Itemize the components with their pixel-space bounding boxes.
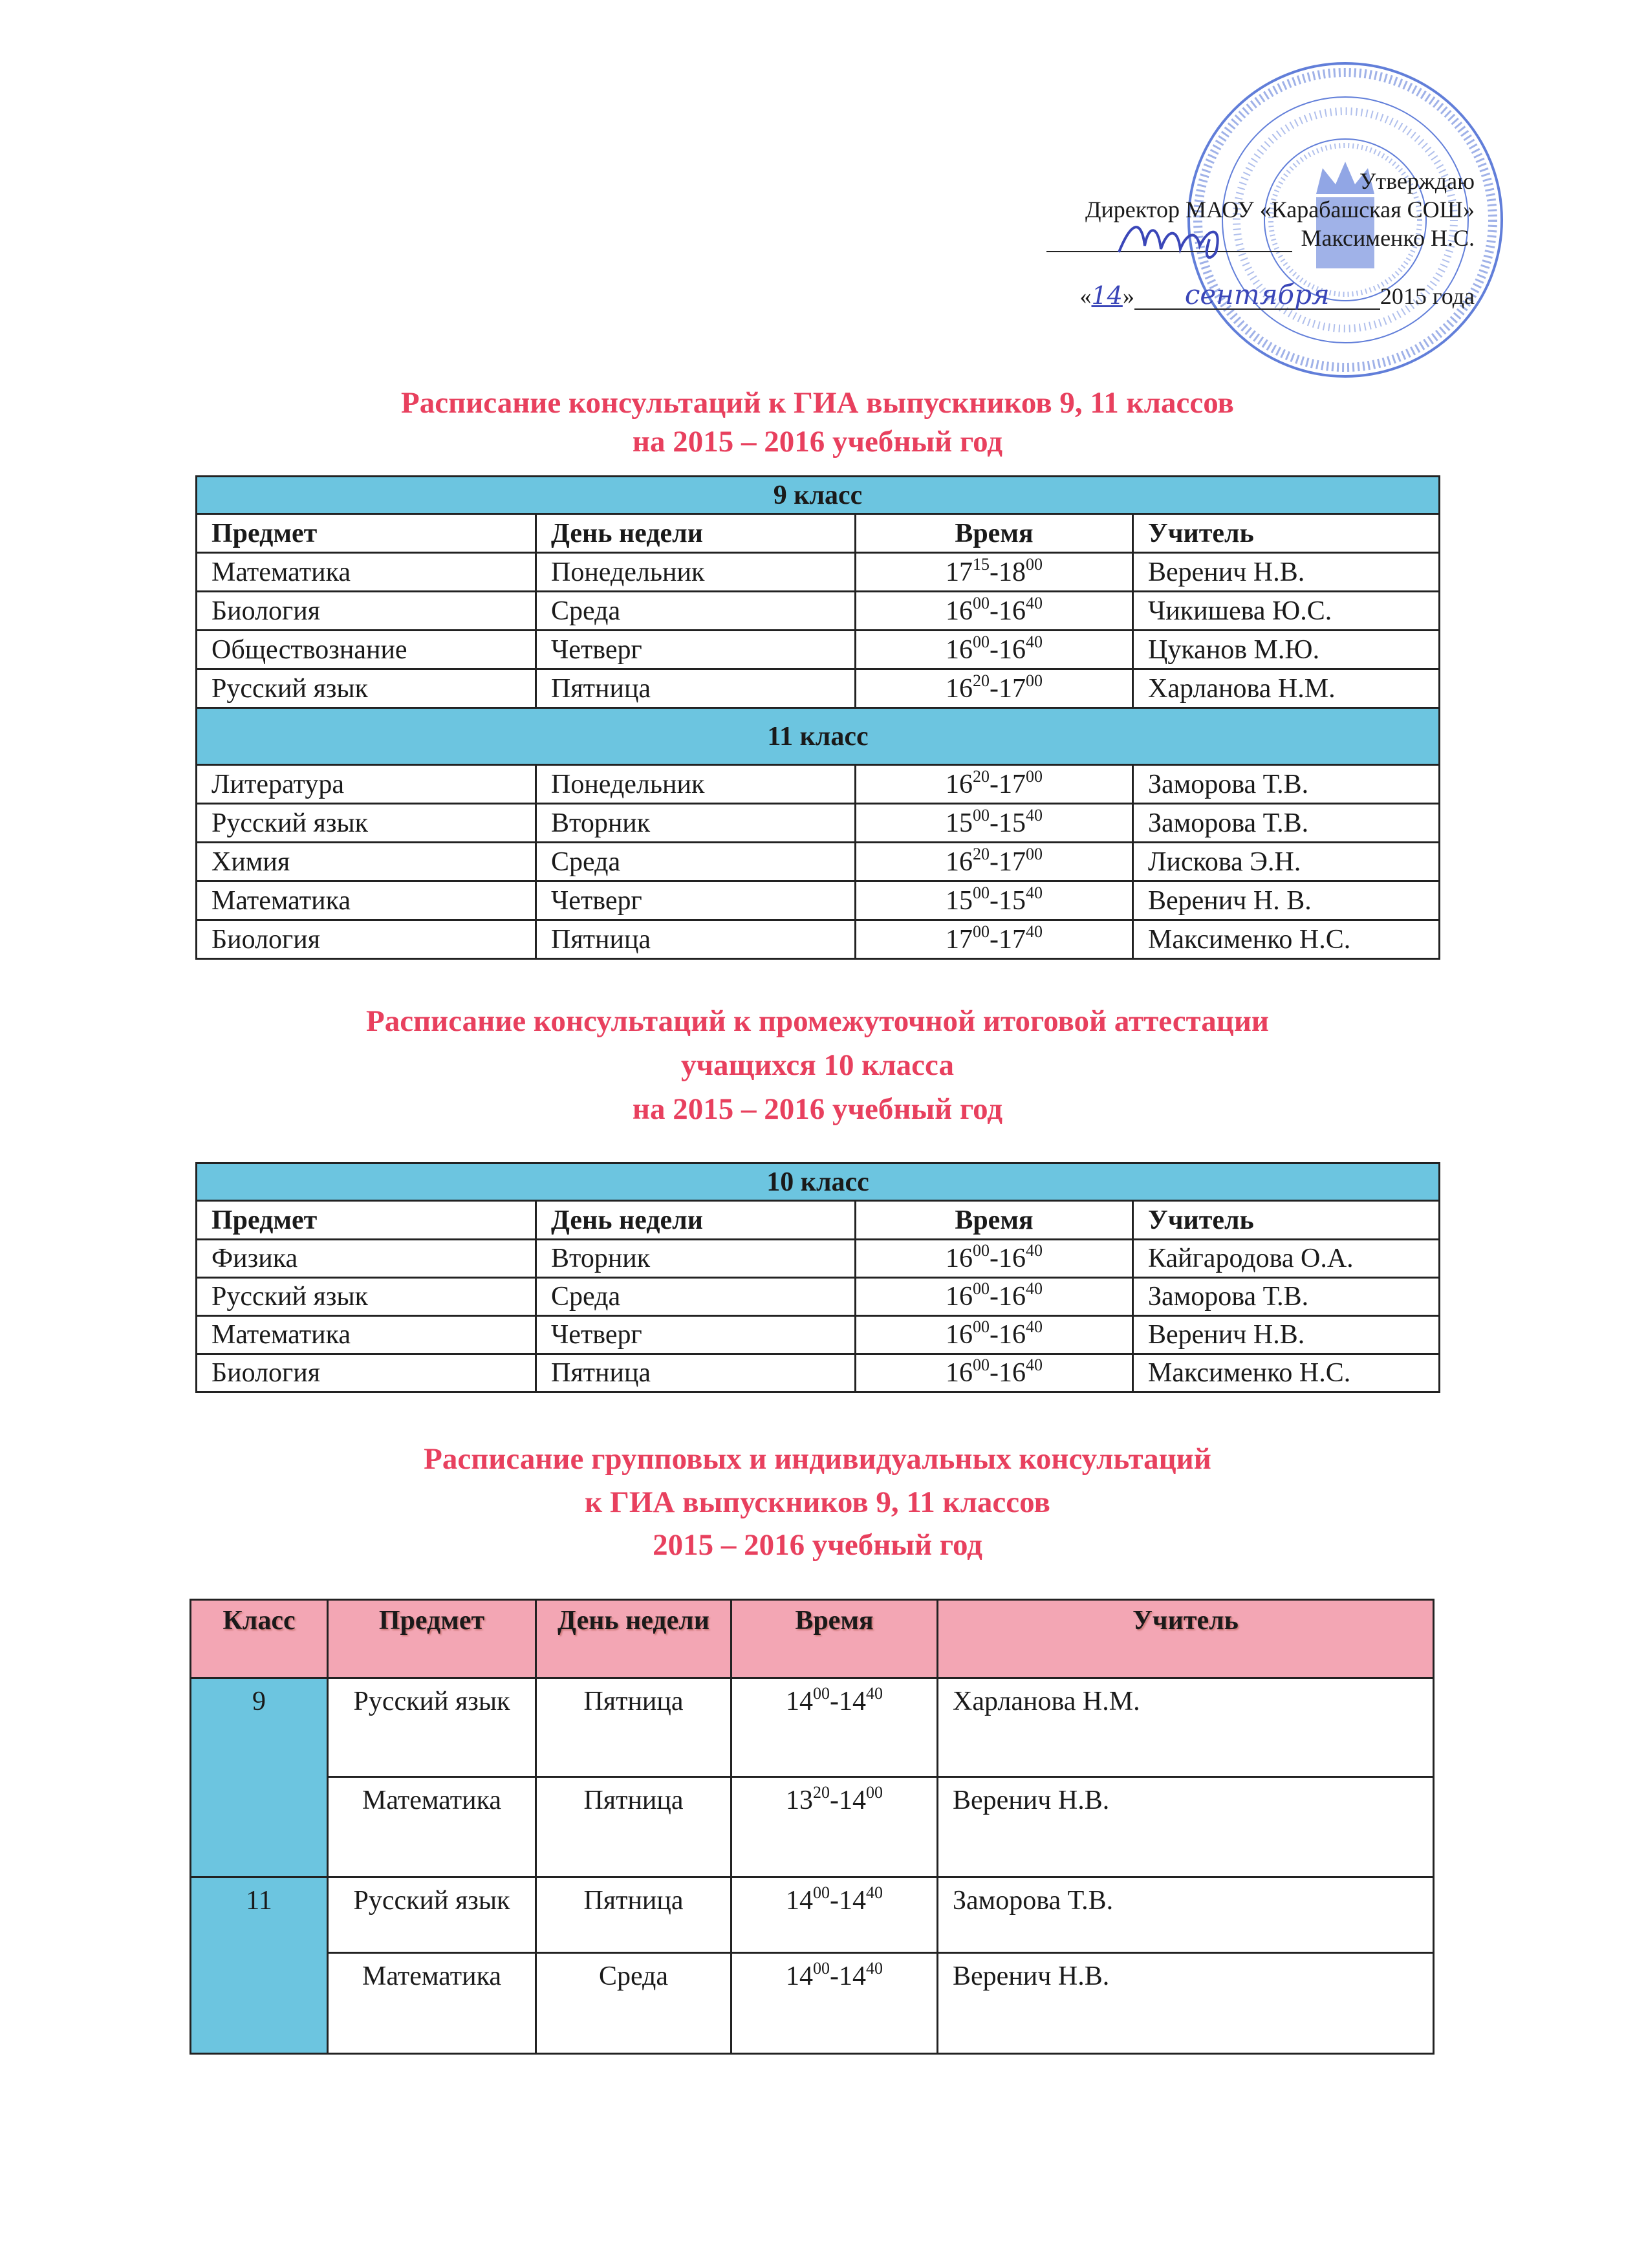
time-cell: $16^{00}-16^{40}$ [856, 1240, 1133, 1278]
teacher-cell: Лискова Э.Н. [1133, 843, 1440, 881]
teacher-cell: Максименко Н.С. [1133, 920, 1440, 959]
teacher-cell: Веренич Н.В. [1133, 1316, 1440, 1354]
gia-schedule-table [195, 475, 1440, 960]
subject-cell: Русский язык [197, 804, 536, 843]
grade9-band: 9 класс [197, 477, 1440, 514]
header-teacher: Учитель [938, 1600, 1434, 1678]
day-cell: Среда [536, 1953, 731, 2054]
day-cell: Пятница [536, 1777, 731, 1877]
subject-cell: Математика [197, 553, 536, 592]
subject-cell: Русский язык [328, 1877, 536, 1953]
table-row [197, 804, 1440, 843]
header-teacher: Учитель [1133, 514, 1440, 553]
director-signature [1112, 213, 1242, 265]
teacher-cell: Заморова Т.В. [1133, 1278, 1440, 1316]
table-row [197, 881, 1440, 920]
teacher-cell: Цуканов М.Ю. [1133, 631, 1440, 669]
subject-cell: Физика [197, 1240, 536, 1278]
teacher-cell: Заморова Т.В. [1133, 765, 1440, 804]
grade11-band: 11 класс [197, 708, 1440, 765]
time-cell: $17^{15}-18^{00}$ [856, 553, 1133, 592]
time-cell: $16^{00}-16^{40}$ [856, 1354, 1133, 1392]
day-cell: Пятница [536, 1354, 856, 1392]
teacher-cell: Веренич Н.В. [938, 1953, 1434, 2054]
header-grade: Класс [191, 1600, 328, 1678]
header-day: День недели [536, 514, 856, 553]
header-row [197, 514, 1440, 553]
table-row [197, 1278, 1440, 1316]
teacher-cell: Харланова Н.М. [1133, 669, 1440, 708]
table-row [197, 843, 1440, 881]
subject-cell: Математика [328, 1777, 536, 1877]
subject-cell: Математика [197, 881, 536, 920]
time-cell: $13^{20}-14^{00}$ [731, 1777, 938, 1877]
time-cell: $14^{00}-14^{40}$ [731, 1953, 938, 2054]
header-teacher: Учитель [1133, 1201, 1440, 1240]
day-cell: Четверг [536, 881, 856, 920]
section3-title-line1: Расписание групповых и индивидуальных консультаций [424, 1442, 1211, 1476]
day-cell: Пятница [536, 1877, 731, 1953]
subject-cell: Математика [328, 1953, 536, 2054]
table-row [197, 669, 1440, 708]
approve-label: Утверждаю [1359, 168, 1475, 194]
day-cell: Пятница [536, 920, 856, 959]
day-cell: Понедельник [536, 553, 856, 592]
time-cell: $17^{00}-17^{40}$ [856, 920, 1133, 959]
time-cell: $15^{00}-15^{40}$ [856, 881, 1133, 920]
day-cell: Пятница [536, 669, 856, 708]
table-row [197, 765, 1440, 804]
day-cell: Вторник [536, 1240, 856, 1278]
subject-cell: Русский язык [197, 1278, 536, 1316]
table-row [197, 553, 1440, 592]
header-subject: Предмет [328, 1600, 536, 1678]
header-time: Время [856, 514, 1133, 553]
teacher-cell: Заморова Т.В. [938, 1877, 1434, 1953]
grade-cell: 11 [191, 1877, 328, 2054]
section3-title-line3: 2015 – 2016 учебный год [653, 1528, 982, 1562]
grade-cell: 9 [191, 1678, 328, 1877]
header-subject: Предмет [197, 1201, 536, 1240]
time-cell: $16^{20}-17^{00}$ [856, 669, 1133, 708]
teacher-cell: Веренич Н.В. [1133, 553, 1440, 592]
section1-title-line2: на 2015 – 2016 учебный год [632, 425, 1003, 459]
subject-cell: Биология [197, 1354, 536, 1392]
table-row [197, 631, 1440, 669]
director-position: Директор МАОУ «Карабашская СОШ» [1085, 197, 1475, 222]
header-time: Время [731, 1600, 938, 1678]
individual-consultations-table [189, 1599, 1435, 2055]
table-row [191, 1777, 1434, 1877]
grade10-band: 10 класс [197, 1163, 1440, 1201]
teacher-cell: Максименко Н.С. [1133, 1354, 1440, 1392]
table-row [197, 1354, 1440, 1392]
date-day: 14 [1091, 281, 1123, 310]
day-cell: Среда [536, 1278, 856, 1316]
table-row [197, 592, 1440, 631]
subject-cell: Литература [197, 765, 536, 804]
table-row [191, 1678, 1434, 1777]
section3-title-line2: к ГИА выпускников 9, 11 классов [585, 1485, 1050, 1519]
teacher-cell: Кайгародова О.А. [1133, 1240, 1440, 1278]
table-row [197, 920, 1440, 959]
header-day: День недели [536, 1201, 856, 1240]
time-cell: $14^{00}-14^{40}$ [731, 1877, 938, 1953]
section2-title-line1: Расписание консультаций к промежуточной итоговой аттестации [365, 1004, 1269, 1038]
day-cell: Пятница [536, 1678, 731, 1777]
approval-date: «14» сентября 2015 года [1079, 279, 1475, 310]
header-subject: Предмет [197, 514, 536, 553]
subject-cell: Математика [197, 1316, 536, 1354]
header-row [197, 1201, 1440, 1240]
time-cell: $14^{00}-14^{40}$ [731, 1678, 938, 1777]
subject-cell: Русский язык [328, 1678, 536, 1777]
section2-title-line2: учащихся 10 класса [681, 1048, 954, 1082]
teacher-cell: Чикишева Ю.С. [1133, 592, 1440, 631]
teacher-cell: Веренич Н. В. [1133, 881, 1440, 920]
teacher-cell: Харланова Н.М. [938, 1678, 1434, 1777]
section1-title-line1: Расписание консультаций к ГИА выпускников 9, 11 классов [401, 386, 1234, 420]
time-cell: $16^{20}-17^{00}$ [856, 843, 1133, 881]
time-cell: $16^{00}-16^{40}$ [856, 1278, 1133, 1316]
subject-cell: Биология [197, 920, 536, 959]
day-cell: Четверг [536, 1316, 856, 1354]
grade10-schedule-table [195, 1162, 1440, 1393]
table-row [191, 1877, 1434, 1953]
time-cell: $16^{00}-16^{40}$ [856, 1316, 1133, 1354]
day-cell: Четверг [536, 631, 856, 669]
date-month: сентября [1134, 281, 1380, 310]
subject-cell: Биология [197, 592, 536, 631]
subject-cell: Русский язык [197, 669, 536, 708]
director-name: Максименко Н.С. [1301, 225, 1475, 251]
day-cell: Вторник [536, 804, 856, 843]
day-cell: Среда [536, 592, 856, 631]
teacher-cell: Веренич Н.В. [938, 1777, 1434, 1877]
section2-title-line3: на 2015 – 2016 учебный год [632, 1092, 1003, 1126]
table-row [197, 1316, 1440, 1354]
subject-cell: Химия [197, 843, 536, 881]
time-cell: $16^{00}-16^{40}$ [856, 592, 1133, 631]
header-row [191, 1600, 1434, 1678]
time-cell: $15^{00}-15^{40}$ [856, 804, 1133, 843]
header-time: Время [856, 1201, 1133, 1240]
header-day: День недели [536, 1600, 731, 1678]
time-cell: $16^{00}-16^{40}$ [856, 631, 1133, 669]
day-cell: Понедельник [536, 765, 856, 804]
table-row [191, 1953, 1434, 2054]
day-cell: Среда [536, 843, 856, 881]
table-row [197, 1240, 1440, 1278]
time-cell: $16^{20}-17^{00}$ [856, 765, 1133, 804]
teacher-cell: Заморова Т.В. [1133, 804, 1440, 843]
subject-cell: Обществознание [197, 631, 536, 669]
